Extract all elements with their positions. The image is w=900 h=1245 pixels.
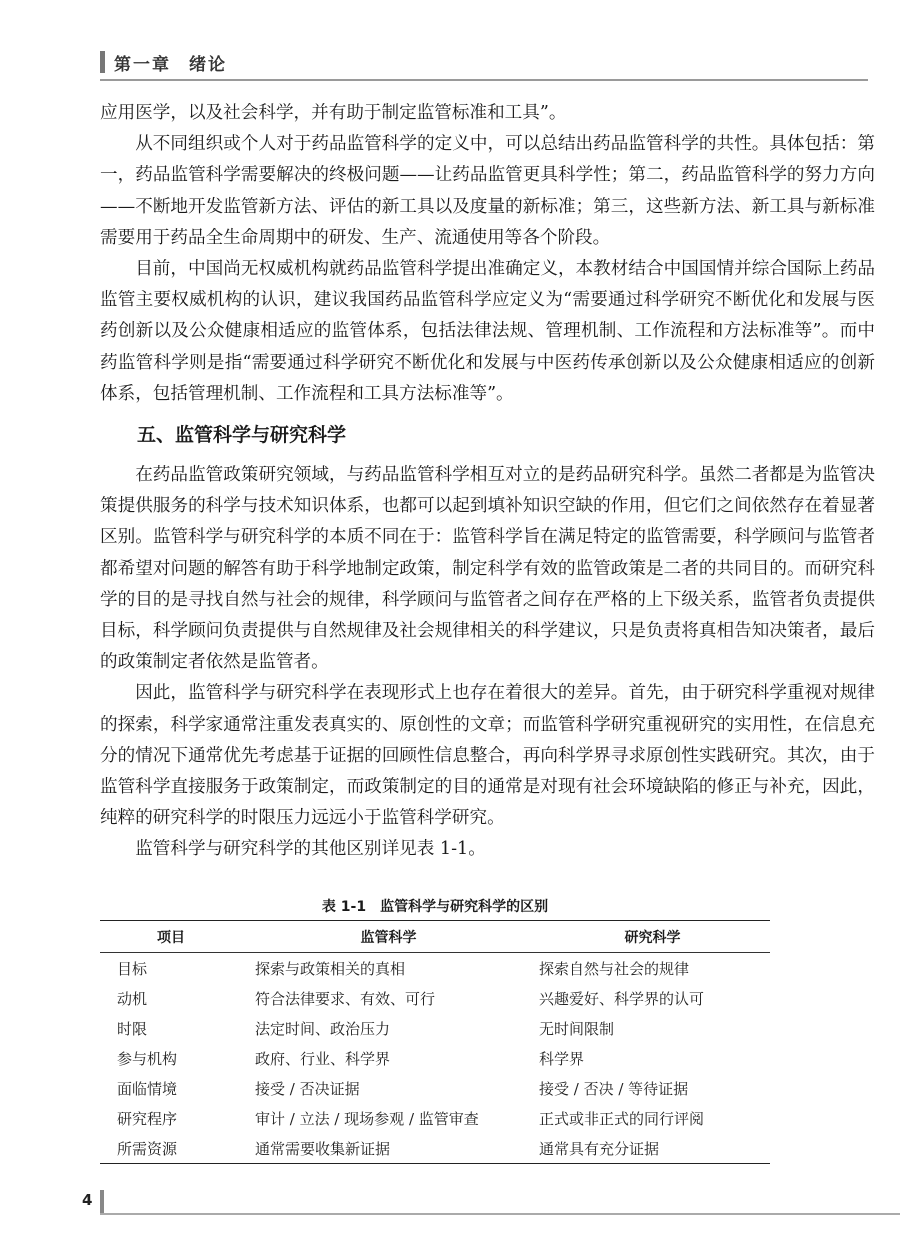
column-header: 项目 xyxy=(100,921,242,953)
paragraph: 目前，中国尚无权威机构就药品监管科学提出准确定义，本教材结合中国国情并综合国际上药品监管主要权威机构的认识，建议我国药品监管科学应定义为“需要通过科学研究不断优化和发展与医药创新以及公众健康相适应的监管体系，包括法律法规、管理机制、工作流程和方法标准等”。而中药监管科学则是指“需要通过科学研究不断优化和发展与中医药传承创新以及公众健康相适应的创新体系，包括管理机制、工作流程和工具方法标准等”。 xyxy=(100,259,875,404)
footer-rule xyxy=(100,1213,900,1215)
column-header: 研究科学 xyxy=(535,921,770,953)
table-cell: 研究程序 xyxy=(117,1109,178,1128)
table-cell: 参与机构 xyxy=(117,1049,178,1068)
table-row xyxy=(100,1073,770,1103)
footer-accent-bar xyxy=(100,1190,104,1214)
chapter-number: 第一章 xyxy=(114,55,171,75)
table-cell: 探索与政策相关的真相 xyxy=(255,959,406,978)
table-cell: 动机 xyxy=(117,989,148,1008)
table-cell: 正式或非正式的同行评阅 xyxy=(539,1109,705,1128)
table-cell: 科学界 xyxy=(539,1049,585,1068)
table-cell: 通常需要收集新证据 xyxy=(255,1139,391,1158)
table-cell: 政府、行业、科学界 xyxy=(255,1049,391,1068)
table-cell: 时限 xyxy=(117,1019,148,1038)
table-header-row xyxy=(100,921,770,953)
table-row xyxy=(100,1133,770,1164)
comparison-table xyxy=(100,920,770,1164)
table-cell: 法定时间、政治压力 xyxy=(255,1019,391,1038)
table-row xyxy=(100,1013,770,1043)
column-header: 监管科学 xyxy=(242,921,535,953)
body-text xyxy=(100,98,875,866)
section-heading: 五、监管科学与研究科学 xyxy=(137,424,347,447)
page-number: 4 xyxy=(82,1191,93,1209)
table-caption: 表 1-1 监管科学与研究科学的区别 xyxy=(321,899,549,915)
table-cell: 符合法律要求、有效、可行 xyxy=(255,989,436,1008)
table-row xyxy=(100,1043,770,1073)
table-cell: 接受 / 否决证据 xyxy=(255,1079,360,1098)
table-row xyxy=(100,1103,770,1133)
table-cell: 兴趣爱好、科学界的认可 xyxy=(539,989,705,1008)
running-header xyxy=(100,47,868,81)
header-text xyxy=(114,50,245,75)
table-cell: 探索自然与社会的规律 xyxy=(539,959,690,978)
table-cell: 审计 / 立法 / 现场参观 / 监管审查 xyxy=(255,1109,479,1128)
table-cell: 通常具有充分证据 xyxy=(539,1139,660,1158)
paragraph: 从不同组织或个人对于药品监管科学的定义中，可以总结出药品监管科学的共性。具体包括：第一，药品监管科学需要解决的终极问题——让药品监管更具科学性；第二，药品监管科学的努力方向——不断地开发监管新方法、评估的新工具以及度量的新标准；第三，这些新方法、新工具与新标准需要用于药品全生命周期中的研发、生产、流通使用等各个阶段。 xyxy=(100,134,875,248)
chapter-title: 绪论 xyxy=(189,55,227,75)
paragraph: 在药品监管政策研究领域，与药品监管科学相互对立的是药品研究科学。虽然二者都是为监管决策提供服务的科学与技术知识体系，也都可以起到填补知识空缺的作用，但它们之间依然存在着显著区别。监管科学与研究科学的本质不同在于：监管科学旨在满足特定的监管需要，科学顾问与监管者都希望对问题的解答有助于科学地制定政策，制定科学有效的监管政策是二者的共同目的。而研究科学的目的是寻找自然与社会的规律，科学顾问与监管者之间存在严格的上下级关系，监管者负责提供目标，科学顾问负责提供与自然规律及社会规律相关的科学建议，只是负责将真相告知决策者，最后的政策制定者依然是监管者。 xyxy=(100,465,875,673)
paragraph: 监管科学与研究科学的其他区别详见表 1-1。 xyxy=(135,839,486,860)
table-cell: 所需资源 xyxy=(117,1139,178,1158)
table-cell: 接受 / 否决 / 等待证据 xyxy=(539,1079,689,1098)
table-cell: 目标 xyxy=(117,959,148,978)
paragraph-continued: 应用医学，以及社会科学，并有助于制定监管标准和工具”。 xyxy=(100,103,567,123)
paragraph: 因此，监管科学与研究科学在表现形式上也存在着很大的差异。首先，由于研究科学重视对规律的探索，科学家通常注重发表真实的、原创性的文章；而监管科学研究重视研究的实用性，在信息充分的情况下通常优先考虑基于证据的回顾性信息整合，再向科学界寻求原创性实践研究。其次，由于监管科学直接服务于政策制定，而政策制定的目的通常是对现有社会环境缺陷的修正与补充，因此，纯粹的研究科学的时限压力远远小于监管科学研究。 xyxy=(100,683,875,829)
table-row xyxy=(100,983,770,1013)
table-cell: 面临情境 xyxy=(117,1079,178,1098)
table-row xyxy=(100,953,770,984)
header-accent-bar xyxy=(100,51,105,73)
table-cell: 无时间限制 xyxy=(539,1019,615,1038)
